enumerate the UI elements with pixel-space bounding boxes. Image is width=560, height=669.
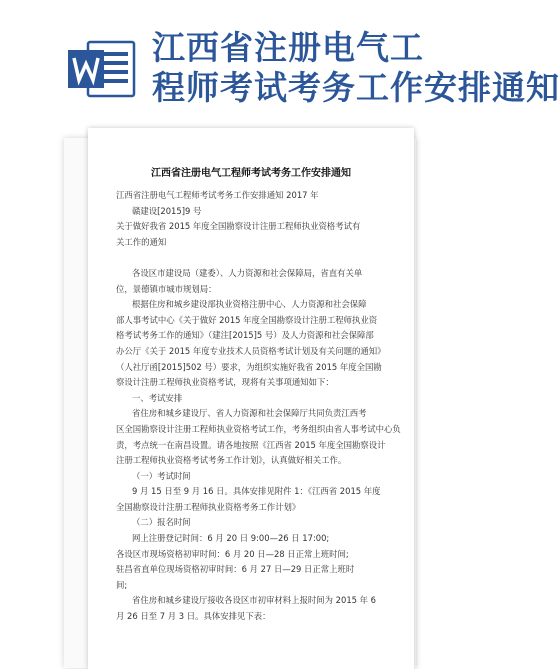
doc-line: 江西省注册电气工程师考试考务工作安排通知 2017 年	[116, 190, 319, 200]
doc-line: 关工作的通知	[116, 236, 167, 247]
document-body	[116, 188, 401, 625]
doc-line: 注册工程师执业资格考试考务工作计划》，认真做好相关工作。	[116, 455, 347, 466]
doc-line: 区全国勘察设计注册工程师执业资格考试工作，考务组织由省人事考试中心负	[116, 423, 401, 434]
header-title-line1: 江西省注册电气工	[152, 28, 424, 67]
word-document-icon	[66, 38, 136, 100]
document-title: 江西省注册电气工程师考试考务工作安排通知	[151, 168, 351, 179]
doc-line: 各设区市建设局（建委）、人力资源和社会保障局，省直有关单	[132, 267, 363, 278]
doc-line: 全国勘察设计注册工程师执业资格考务工作计划》	[116, 501, 301, 512]
doc-line: 察设计注册工程师执业资格考试，现将有关事项通知如下：	[116, 377, 334, 388]
doc-line: 网上注册登记时间：6 月 20 日 9:00—26 日 17:00;	[132, 533, 330, 544]
doc-line: 各设区市现场资格初审时间：6 月 20 日—28 日正常上班时间;	[116, 548, 349, 559]
doc-line: 责，考点统一在南昌设置。请各地按照《江西省 2015 年度全国勘察设计	[116, 439, 386, 450]
doc-line: 格考试考务工作的通知》（建注[2015]5 号）及人力资源和社会保障部	[116, 330, 374, 341]
doc-line	[116, 250, 380, 266]
doc-line: 9 月 15 日至 9 月 16 日。具体安排见附件 1：《江西省 2015 年度	[132, 486, 381, 497]
header-title-line2: 程师考试考务工作安排通知	[152, 68, 560, 107]
doc-line: 省住房和城乡建设厅接收各设区市初审材料上报时间为 2015 年 6	[132, 595, 377, 606]
header-banner	[0, 0, 560, 118]
doc-line: 一、考试安排	[132, 392, 183, 403]
doc-line: （一）考试时间	[132, 470, 191, 481]
doc-line: 位，景德镇市城市规划局：	[116, 283, 217, 294]
doc-line: 办公厅《关于 2015 年度专业技术人员资格考试计划及有关问题的通知》	[116, 345, 386, 356]
doc-line: 省住房和城乡建设厅、省人力资源和社会保障厅共同负责江西考	[132, 408, 367, 419]
doc-line: 根据住房和城乡建设部执业资格注册中心、人力资源和社会保障	[132, 299, 367, 310]
doc-line: 间;	[116, 579, 128, 590]
document-page	[88, 128, 414, 669]
doc-line: （人社厅函[2015]502 号）要求，为组织实施好我省 2015 年度全国勘	[116, 361, 382, 372]
doc-line: 关于做好我省 2015 年度全国勘察设计注册工程师执业资格考试有	[116, 221, 361, 232]
doc-line: 部人事考试中心《关于做好 2015 年度全国勘察设计注册工程师执业资	[116, 314, 378, 325]
doc-line: （二）报名时间	[132, 517, 191, 528]
doc-line: 月 26 日至 7 月 3 日。具体安排见下表：	[116, 611, 271, 622]
doc-line: 驻昌省直单位现场资格初审时间：6 月 27 日—29 日正常上班时	[116, 564, 355, 575]
header-title	[152, 28, 560, 108]
doc-line: 赣建设[2015]9 号	[132, 205, 202, 216]
